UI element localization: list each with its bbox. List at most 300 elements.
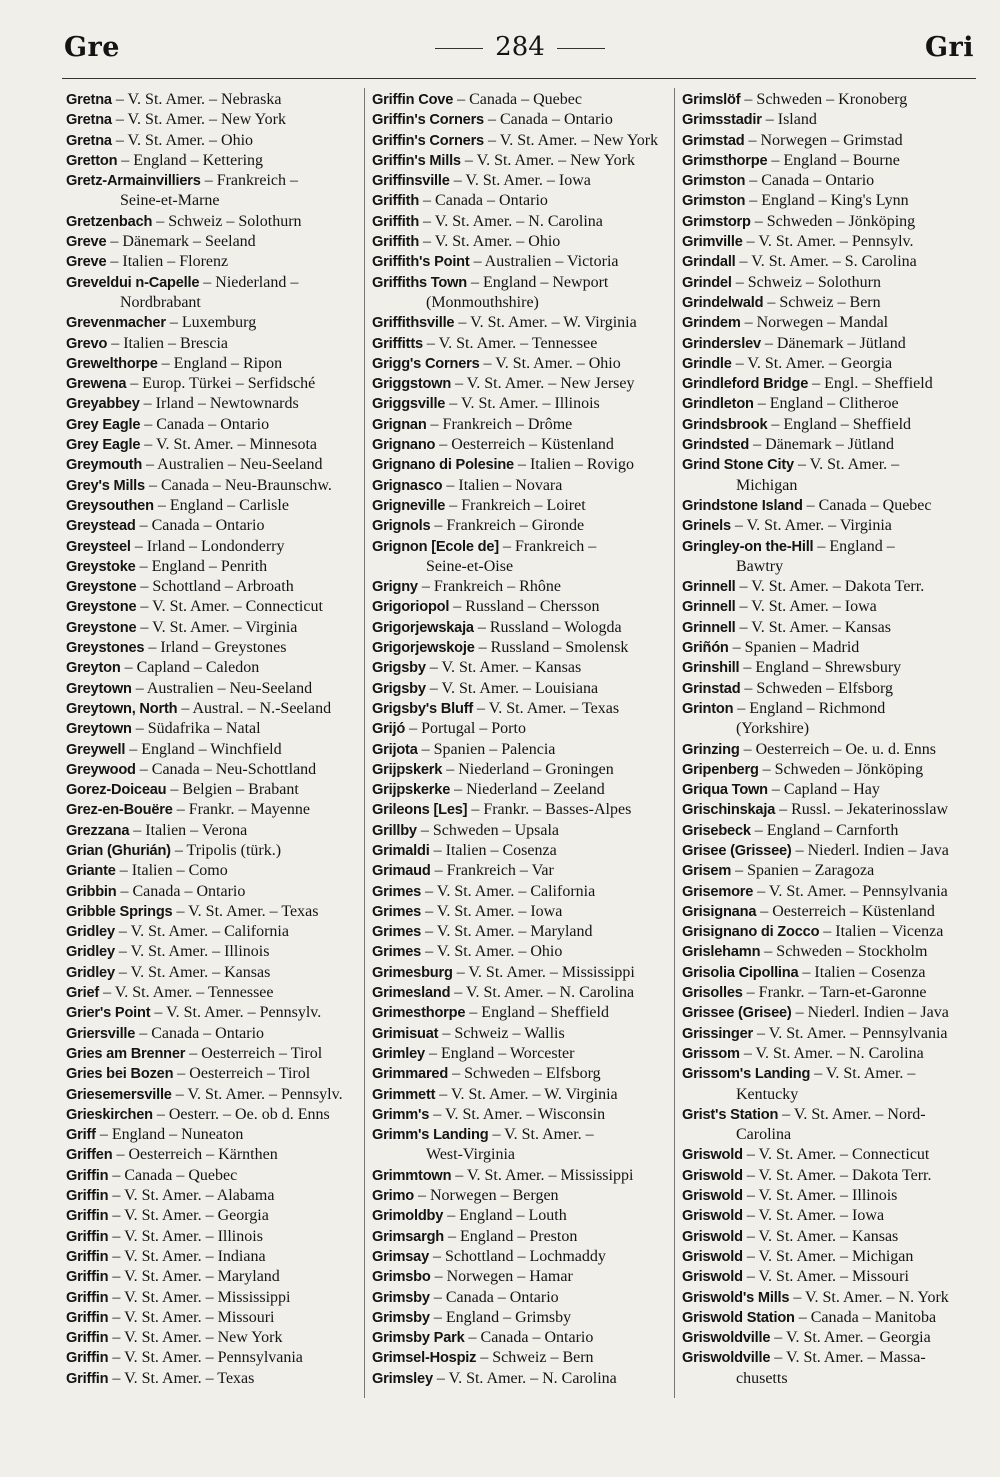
entry-headword: Griffiths Town [372, 274, 468, 291]
entry-headword: Griswold [682, 1228, 743, 1245]
entry-headword: Grevo [66, 335, 108, 352]
entry-location: – V. St. Amer. – Texas [108, 1369, 255, 1387]
entry-location: – England – Kettering [117, 151, 264, 169]
entry-location: – Frankreich – [200, 172, 299, 190]
entry-location: – Schweiz – Wallis [438, 1024, 565, 1042]
entry [682, 577, 974, 597]
entry-headword: Grimesland [372, 985, 451, 1002]
entry-location: – Island [761, 111, 817, 129]
entry [66, 1348, 362, 1368]
entry [682, 1288, 974, 1308]
entry-headword: Grimes [372, 883, 422, 900]
entry-headword: Grinton [682, 700, 734, 717]
entry-headword: Grimes [372, 903, 422, 920]
entry-location: – Oesterreich – Oe. u. d. Enns [739, 740, 936, 758]
running-head-left: Gre [64, 32, 120, 63]
entry-location: – Canada – Neu-Schottland [135, 760, 317, 778]
entry-continuation [372, 557, 670, 577]
entry [682, 293, 974, 313]
entry [682, 679, 974, 699]
entry [372, 374, 670, 394]
entry-headword: Gretna [66, 92, 112, 108]
entry [66, 1166, 362, 1186]
entry-headword: Griswold's Mills [682, 1289, 790, 1306]
entry-location: – V. St. Amer. – Virginia [136, 618, 298, 636]
entry [372, 1247, 670, 1267]
entry-location: – V. St. Amer. – Kansas [425, 659, 582, 677]
column-divider [364, 88, 365, 1398]
entry-headword: Grimstorp [682, 213, 751, 230]
entry [682, 1145, 974, 1165]
entry-headword: Gretton [66, 152, 118, 169]
entry [66, 1024, 362, 1044]
entry-headword: Gries bei Bozen [66, 1066, 174, 1083]
entry-location: – Niederl. Indien – Java [791, 1004, 949, 1022]
entry-location: – Frankreich – Var [430, 862, 554, 880]
entry [372, 597, 670, 617]
entry-location: Kentucky [736, 1085, 799, 1103]
entry [66, 334, 362, 354]
entry [372, 151, 670, 171]
entry-headword: Grinnell [682, 619, 736, 636]
entry [66, 1328, 362, 1348]
entry-location: – Portugal – Porto [405, 720, 526, 738]
entry-location: Michigan [736, 476, 798, 494]
entry-headword: Grijpskerke [372, 782, 451, 799]
entry-headword: Grimslöf [682, 92, 741, 108]
entry-location: – V. St. Amer. – Missouri [108, 1308, 275, 1326]
entry-location: – England – King's Lynn [745, 192, 909, 210]
entry-location: – V. St. Amer. – Maryland [421, 923, 593, 941]
entry [372, 699, 670, 719]
entry-location: – Schweiz – Bern [476, 1349, 594, 1367]
entry [682, 922, 974, 942]
entry-location: – Oesterreich – Kärnthen [112, 1146, 278, 1164]
entry [372, 780, 670, 800]
entry [66, 1267, 362, 1287]
entry [682, 658, 974, 678]
entry-headword: Grigorjewskoje [372, 640, 475, 657]
entry [682, 171, 974, 191]
entry [682, 334, 974, 354]
entry [682, 415, 974, 435]
entry-location: – Schweden – Jönköping [758, 760, 924, 778]
entry-location: Seine-et-Oise [426, 557, 514, 575]
entry-location: – England – Newport [467, 273, 609, 291]
entry-location: – Canada – Ontario [135, 1024, 265, 1042]
entry-headword: Grind Stone City [682, 457, 794, 474]
entry [682, 983, 974, 1003]
entry [66, 1064, 362, 1084]
entry [372, 577, 670, 597]
entry-location: – England – Sheffield [465, 1004, 609, 1022]
entry-location: – V. St. Amer. – [488, 1126, 594, 1144]
entry-location: – Norwegen – Bergen [413, 1187, 559, 1205]
entry-headword: Grimo [372, 1188, 414, 1205]
entry [66, 1105, 362, 1125]
entry-headword: Griffin [66, 1309, 109, 1326]
entry [682, 1308, 974, 1328]
entry [372, 902, 670, 922]
entry-continuation [682, 719, 974, 739]
entry [682, 131, 974, 151]
entry-location: – V. St. Amer. – Illinois [108, 1227, 263, 1245]
entry [372, 232, 670, 252]
entry-location: – V. St. Amer. – Virginia [730, 517, 892, 535]
entry-headword: Grigg's Corners [372, 355, 480, 372]
entry-location: – Canada – Ontario [140, 415, 270, 433]
entry-headword: Griffith [372, 193, 420, 210]
entry [66, 963, 362, 983]
entry-location: – Schweiz – Solothurn [731, 273, 882, 291]
entry [372, 760, 670, 780]
entry-headword: Grigorjewskaja [372, 619, 474, 636]
entry-location: – V. St. Amer. – Tennessee [422, 334, 598, 352]
entry-location: – England – Worcester [424, 1044, 575, 1062]
entry-headword: Grisolia Cipollina [682, 964, 799, 981]
page-number-text: 284 [495, 32, 545, 62]
entry-location: – V. St. Amer. – S. Carolina [735, 253, 917, 271]
entry [66, 394, 362, 414]
entry-headword: Grisolles [682, 985, 743, 1002]
entry-location: – Irland – Newtownards [139, 395, 299, 413]
entry-location: – V. St. Amer. – W. Virginia [454, 314, 637, 332]
entry [372, 1267, 670, 1287]
entry-location: – V. St. Amer. – Georgia [108, 1207, 269, 1225]
entry [66, 983, 362, 1003]
entry [66, 1085, 362, 1105]
entry-headword: Gorez-Doiceau [66, 782, 167, 799]
entry-headword: Grimston [682, 193, 746, 210]
entry-location: – Canada – Ontario [116, 882, 246, 900]
entry [372, 1125, 670, 1145]
entry [66, 821, 362, 841]
entry [682, 1024, 974, 1044]
entry [372, 110, 670, 130]
entry [682, 1247, 974, 1267]
entry-headword: Gribble Springs [66, 903, 173, 920]
entry [372, 983, 670, 1003]
entry [372, 1348, 670, 1368]
entry [66, 882, 362, 902]
entry-location: – V. St. Amer. – Pennsylv. [171, 1085, 343, 1103]
entry [66, 638, 362, 658]
entry-headword: Griswold [682, 1147, 743, 1164]
entry-headword: Grimsel-Hospiz [372, 1350, 477, 1367]
entry [682, 354, 974, 374]
entry-location: – V. St. Amer. – Georgia [770, 1329, 931, 1347]
entry [372, 638, 670, 658]
entry [66, 922, 362, 942]
entry-location: – V. St. Amer. – Mississippi [452, 963, 635, 981]
entry-location: – Frankr. – Basses-Alpes [467, 801, 632, 819]
entry [372, 516, 670, 536]
entry [682, 537, 974, 557]
entry-location: – Dänemark – Seeland [106, 233, 256, 251]
entry-headword: Greytown [66, 721, 132, 738]
entry-location: – England – Shrewsbury [739, 659, 902, 677]
entry-location: – V. St. Amer. – Maryland [108, 1268, 280, 1286]
entry-headword: Griswold [682, 1167, 743, 1184]
entry-location: – Capland – Caledon [120, 659, 260, 677]
entry-headword: Grisignano di Zocco [682, 924, 820, 941]
entry [682, 760, 974, 780]
entry-location: – V. St. Amer. – [810, 1065, 916, 1083]
entry-headword: Greystone [66, 619, 137, 636]
entry-headword: Grimstad [682, 132, 745, 149]
entry [682, 1227, 974, 1247]
entry-location: West-Virginia [426, 1146, 515, 1164]
entry [66, 1227, 362, 1247]
entry-headword: Grieskirchen [66, 1106, 153, 1123]
entry-headword: Grigsby [372, 660, 426, 677]
entry-location: – Spanien – Madrid [728, 639, 860, 657]
entry-location: – Spanien – Palencia [417, 740, 556, 758]
entry [66, 516, 362, 536]
entry [66, 496, 362, 516]
entry-headword: Grindleton [682, 396, 754, 413]
entry [682, 1328, 974, 1348]
entry-headword: Griffith [372, 234, 420, 251]
entry [372, 861, 670, 881]
entry-headword: Greystead [66, 518, 136, 535]
entry-headword: Grindelwald [682, 294, 764, 311]
entry [682, 273, 974, 293]
entry-headword: Grimsley [372, 1370, 433, 1387]
entry-headword: Griswold [682, 1208, 743, 1225]
header-rule [62, 78, 976, 79]
entry-headword: Grist's Station [682, 1106, 779, 1123]
entry-headword: Grindsted [682, 437, 750, 454]
entry-location: – V. St. Amer. – Minnesota [140, 436, 318, 454]
entry [682, 252, 974, 272]
entry-headword: Grignon [Ecole de] [372, 538, 499, 555]
entry [682, 1003, 974, 1023]
entry-location: – Schweden – Kronoberg [740, 91, 908, 108]
entry [372, 273, 670, 293]
entry-continuation [682, 1369, 974, 1389]
entry [372, 131, 670, 151]
entry [66, 942, 362, 962]
entry-location: – V. St. Amer. – California [421, 882, 596, 900]
column-divider [674, 88, 675, 1398]
entry-headword: Griffin's Corners [372, 132, 484, 149]
entry-headword: Grissee (Grisee) [682, 1005, 792, 1022]
entry-headword: Griffin [66, 1228, 109, 1245]
entry-location: – V. St. Amer. – Ohio [479, 354, 621, 372]
entry [682, 821, 974, 841]
entry-headword: Grier's Point [66, 1005, 151, 1022]
entry-headword: Grimsbo [372, 1269, 431, 1286]
entry [682, 516, 974, 536]
entry [682, 151, 974, 171]
entry-headword: Griggstown [372, 376, 452, 393]
entry-headword: Griffin Cove [372, 92, 454, 108]
entry [66, 861, 362, 881]
entry [372, 1044, 670, 1064]
entry-location: – V. St. Amer. – New Jersey [451, 375, 635, 393]
entry [66, 537, 362, 557]
entry-headword: Griff [66, 1127, 96, 1144]
entry-location: – England – Sheffield [767, 415, 912, 433]
entry-headword: Greywell [66, 741, 126, 758]
entry [682, 699, 974, 719]
entry-headword: Grignols [372, 518, 431, 535]
entry [66, 273, 362, 293]
entry-continuation [372, 1145, 670, 1165]
entry-location: – V. St. Amer. – Pennsylvania [753, 882, 948, 900]
entry-headword: Griswold Station [682, 1309, 795, 1326]
entry-continuation [66, 191, 362, 211]
entry [372, 1003, 670, 1023]
entry-location: – Schweden – Upsala [416, 821, 560, 839]
entry [372, 415, 670, 435]
entry [66, 455, 362, 475]
entry-headword: Grigneville [372, 497, 446, 514]
entry-location: – V. St. Amer. – Kansas [742, 1227, 899, 1245]
entry-headword: Grimsby Park [372, 1330, 465, 1347]
entry [372, 476, 670, 496]
entry-headword: Grinstad [682, 680, 741, 697]
entry-location: – Schweiz – Bern [763, 293, 881, 311]
entry [66, 1308, 362, 1328]
entry [372, 191, 670, 211]
entry [66, 557, 362, 577]
entry [66, 1369, 362, 1389]
entry [372, 882, 670, 902]
entry-location: – V. St. Amer. – Pennsylv. [742, 233, 914, 251]
entry-headword: Griffith's Point [372, 254, 470, 271]
entry-location: – Italien – Novara [442, 476, 563, 494]
entry [682, 638, 974, 658]
entry [66, 658, 362, 678]
entry-headword: Greysteel [66, 538, 131, 555]
entry-headword: Grischinskaja [682, 802, 776, 819]
entry-headword: Grisem [682, 863, 732, 880]
entry-headword: Grindsbrook [682, 416, 768, 433]
entry-location: – V. St. Amer. – Missouri [742, 1268, 909, 1286]
entry [682, 313, 974, 333]
entry-headword: Grimes [372, 944, 422, 961]
entry-location: – V. St. Amer. – Dakota Terr. [735, 578, 925, 596]
entry [66, 719, 362, 739]
entry-location: – V. St. Amer. – Dakota Terr. [742, 1166, 932, 1184]
entry-headword: Grimmtown [372, 1167, 452, 1184]
entry [682, 800, 974, 820]
entry-headword: Greysouthen [66, 497, 154, 514]
entry-location: – Italien – Vicenza [819, 923, 944, 941]
entry-headword: Grimm's Landing [372, 1127, 489, 1144]
entry-headword: Grevenmacher [66, 315, 166, 332]
entry-location: – Dänemark – Jütland [749, 436, 894, 454]
entry-location: – Schweden – Elfsborg [448, 1065, 601, 1083]
entry-location: – Canada – Quebec [108, 1166, 238, 1184]
entry-location: – V. St. Amer. – Michigan [742, 1247, 914, 1265]
entry [66, 131, 362, 151]
entry [372, 719, 670, 739]
entry-headword: Grimston [682, 173, 746, 190]
entry-headword: Greywood [66, 761, 136, 778]
entry-location: – V. St. Amer. – N. York [789, 1288, 949, 1306]
entry-headword: Grissom [682, 1045, 740, 1062]
entry-location: – England – Bourne [767, 151, 900, 169]
entry-headword: Grigsby's Bluff [372, 700, 474, 717]
entry-headword: Grijpskerk [372, 761, 443, 778]
entry [682, 902, 974, 922]
entry-headword: Grimsby [372, 1309, 430, 1326]
entry [372, 922, 670, 942]
entry [682, 1166, 974, 1186]
entry-headword: Greve [66, 234, 107, 251]
entry-location: – V. St. Amer. – Wisconsin [429, 1105, 606, 1123]
entry-headword: Grissinger [682, 1025, 753, 1042]
entry-location: – Canada – Neu-Braunschw. [144, 476, 332, 494]
entry-location: – V. St. Amer. – Kansas [735, 618, 891, 636]
entry [372, 1085, 670, 1105]
entry-location: – V. St. Amer. – Illinois [445, 395, 600, 413]
entry-location: – Frankreich – Gironde [430, 517, 585, 535]
entry-headword: Grindstone Island [682, 497, 803, 514]
entry-headword: Grisebeck [682, 822, 751, 839]
entry-headword: Grigoriopol [372, 599, 450, 616]
entry-location: – Oesterr. – Oe. ob d. Enns [152, 1105, 330, 1123]
entry [66, 1003, 362, 1023]
entry-location: – V. St. Amer. – Mississippi [108, 1288, 291, 1306]
column-1 [66, 90, 362, 1389]
entry-headword: Grimes [372, 924, 422, 941]
entry-location: – England – Winchfield [125, 740, 282, 758]
entry [682, 394, 974, 414]
entry [372, 1166, 670, 1186]
entry-location: – Luxemburg [165, 314, 257, 332]
entry-headword: Griswold [682, 1188, 743, 1205]
entry-headword: Grisignana [682, 903, 757, 920]
entry-location: – V. St. Amer. – Indiana [108, 1247, 266, 1265]
entry-location: – England – Richmond [733, 699, 886, 717]
entry-location: – Engl. – Sheffield [808, 375, 933, 393]
entry [682, 841, 974, 861]
entry-headword: Griersville [66, 1025, 136, 1042]
entry-headword: Gridley [66, 944, 115, 961]
entry [66, 597, 362, 617]
entry-headword: Greystoke [66, 558, 136, 575]
entry-location: – Irland – Greystones [144, 639, 287, 657]
entry [66, 1247, 362, 1267]
entry [682, 1206, 974, 1226]
entry [66, 374, 362, 394]
entry-headword: Gretzenbach [66, 213, 153, 230]
entry-headword: Greystones [66, 640, 145, 657]
entry-location: – Oesterreich – Tirol [173, 1065, 311, 1083]
entry [372, 354, 670, 374]
entry [66, 415, 362, 435]
entry-location: – Tripolis (türk.) [170, 841, 282, 859]
entry-headword: Grief [66, 985, 100, 1002]
entry-location: – Norwegen – Mandal [740, 314, 889, 332]
entry-location: – Niederland – Groningen [442, 760, 614, 778]
entry-headword: Greytown, North [66, 700, 178, 717]
entry-location: – Schweiz – Solothurn [152, 212, 302, 230]
entry-location: – Canada – Quebec [802, 496, 932, 514]
entry-headword: Griggsville [372, 396, 446, 413]
entry-location: – Norwegen – Grimstad [744, 131, 903, 149]
entry [372, 212, 670, 232]
entry-location: – Italien – Cosenza [429, 841, 557, 859]
entry-headword: Greystone [66, 599, 137, 616]
entry-location: – V. St. Amer. – Iowa [735, 598, 877, 616]
entry-headword: Griffin [66, 1188, 109, 1205]
entry-location: – V. St. Amer. – Georgia [731, 354, 893, 372]
